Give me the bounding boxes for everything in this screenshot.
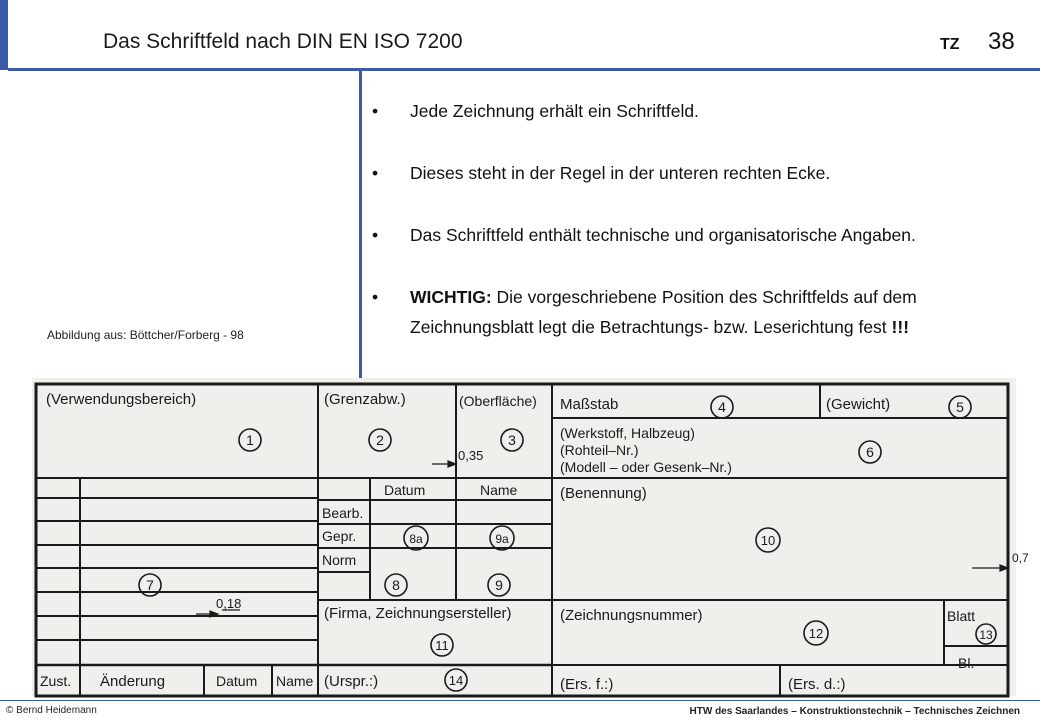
bullet-icon: • (372, 225, 379, 245)
circle-number: 5 (956, 399, 964, 415)
column-header: Zust. (40, 673, 72, 689)
dimension-label: 0,35 (458, 448, 484, 463)
field-label: (Verwendungsbereich) (46, 391, 197, 408)
column-header: Datum (384, 482, 426, 498)
footer-copyright: © Bernd Heidemann (6, 705, 97, 716)
field-label: (Firma, Zeichnungsersteller) (324, 605, 512, 622)
course-tag: TZ (940, 36, 960, 53)
field-label: (Ers. d.:) (788, 676, 846, 693)
header-divider (8, 68, 1040, 71)
circle-number: 13 (979, 628, 993, 642)
circle-number: 11 (435, 638, 449, 653)
bullet-text: Das Schriftfeld enthält technische und organisatorische Angaben. (410, 225, 916, 245)
circle-number: 9 (495, 577, 503, 593)
field-label: (Ers. f.:) (560, 676, 614, 693)
field-label: Bl. (958, 655, 975, 671)
bullet-list (372, 96, 1037, 374)
bullet-emphasis: WICHTIG: (410, 287, 492, 307)
field-label: (Rohteil–Nr.) (560, 442, 639, 458)
title-block-figure (32, 378, 1029, 696)
title-block-drawing (32, 378, 1029, 696)
field-label: (Oberfläche) (459, 393, 537, 409)
field-label: (Werkstoff, Halbzeug) (560, 425, 695, 441)
circle-number: 8a (409, 532, 423, 546)
column-header: Name (276, 673, 314, 689)
field-label: (Grenzabw.) (324, 391, 406, 408)
header-accent-bar (0, 0, 8, 70)
row-label: Bearb. (322, 505, 364, 521)
column-header: Name (480, 482, 518, 498)
field-label: Blatt (947, 608, 976, 624)
figure-caption: Abbildung aus: Böttcher/Forberg - 98 (47, 328, 244, 342)
field-label: Maßstab (560, 396, 619, 413)
bullet-icon: • (372, 101, 379, 121)
bullet-text: Dieses steht in der Regel in der unteren rechten Ecke. (410, 163, 831, 183)
field-label: (Urspr.:) (324, 673, 379, 690)
footer-institution: HTW des Saarlandes – Konstruktionstechnik – Technisches Zeichnen (689, 706, 1020, 717)
page-number: 38 (988, 28, 1015, 55)
bullet-item (372, 220, 1037, 250)
circle-number: 3 (508, 432, 516, 448)
row-label: Gepr. (322, 528, 357, 544)
circle-number: 9a (495, 532, 509, 546)
circle-number: 10 (760, 533, 776, 548)
field-label: (Modell – oder Gesenk–Nr.) (560, 459, 732, 475)
bullet-item (372, 158, 1037, 188)
circle-number: 4 (718, 399, 726, 415)
field-label: (Gewicht) (826, 396, 891, 413)
circle-number: 6 (866, 444, 874, 460)
circle-number: 1 (246, 432, 254, 448)
bullet-icon: • (372, 163, 379, 183)
circle-number: 14 (448, 673, 464, 688)
bullet-text: Jede Zeichnung erhält ein Schriftfeld. (410, 101, 699, 121)
footer-divider (0, 700, 1040, 701)
row-label: Norm (322, 552, 357, 568)
bullet-icon: • (372, 287, 379, 307)
bullet-item (372, 282, 1037, 342)
field-label: (Benennung) (560, 485, 647, 502)
column-header: Datum (216, 673, 258, 689)
bullet-body: Die vorgeschriebene Position des Schriftfelds auf dem Zeichnungsblatt legt die Betrachtungs- bzw. Leserichtung fest (410, 287, 917, 337)
bullet-text (410, 282, 1037, 342)
circle-number: 7 (146, 577, 154, 593)
column-header: Änderung (100, 673, 166, 690)
bullet-item (372, 96, 1037, 126)
circle-number: 8 (392, 577, 400, 593)
column-divider (359, 70, 362, 378)
page-title: Das Schriftfeld nach DIN EN ISO 7200 (103, 30, 463, 53)
dimension-label: 0,7 (1012, 551, 1029, 565)
circle-number: 12 (808, 626, 824, 641)
field-label: (Zeichnungsnummer) (560, 607, 703, 624)
circle-number: 2 (376, 432, 384, 448)
dimension-label: 0,18 (216, 596, 242, 611)
bullet-exclamation: !!! (891, 317, 910, 337)
